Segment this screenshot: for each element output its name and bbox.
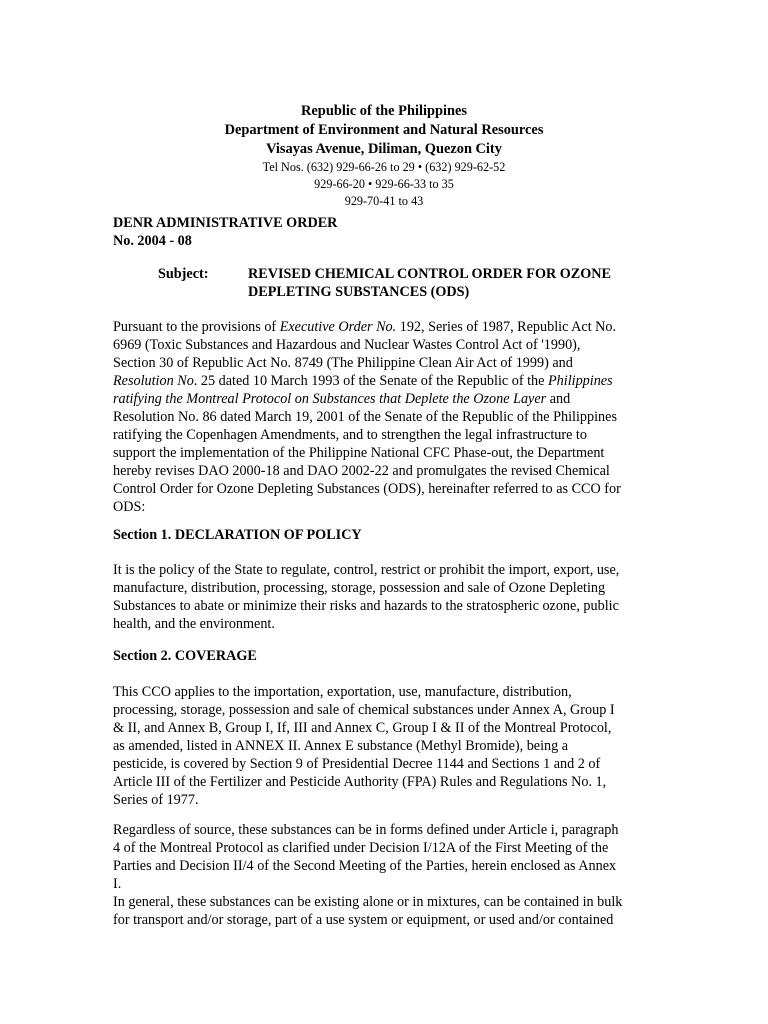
section-1-paragraph xyxy=(113,561,661,633)
section-2-line: Parties and Decision II/4 of the Second Meeting of the Parties, herein enclosed as Annex xyxy=(113,858,617,874)
preamble-line: support the implementation of the Philippine National CFC Phase-out, the Department xyxy=(113,445,605,461)
preamble-paragraph xyxy=(113,318,661,516)
subject-label: Subject: xyxy=(158,266,209,282)
section-1-heading: Section 1. DECLARATION OF POLICY xyxy=(113,527,362,543)
section-2-line: & II, and Annex B, Group I, If, III and Annex C, Group I & II of the Montreal Protocol, xyxy=(113,720,612,736)
preamble-italic: Executive Order No. xyxy=(279,319,397,335)
preamble-italic: ratifying the Montreal Protocol on Substances that Deplete the Ozone Layer xyxy=(113,391,547,407)
letterhead-tel-3: 929-70-41 to 43 xyxy=(344,194,424,208)
subject-text xyxy=(248,265,668,301)
section-2-line: I. xyxy=(113,876,122,892)
order-number: No. 2004 - 08 xyxy=(113,233,192,249)
preamble-text: Pursuant to the provisions of xyxy=(113,319,280,335)
preamble-text: and xyxy=(546,391,571,407)
preamble-line xyxy=(113,318,661,336)
preamble-italic: Philippines xyxy=(548,373,613,389)
letterhead-tel-2: 929-66-20 • 929-66-33 to 35 xyxy=(314,177,454,191)
section-2-paragraph-3 xyxy=(113,893,661,929)
preamble-line: ODS: xyxy=(113,499,146,515)
preamble-line: Resolution No. 86 dated March 19, 2001 of the Senate of the Republic of the Philippines xyxy=(113,409,617,425)
section-2-line: Article III of the Fertilizer and Pesticide Authority (FPA) Rules and Regulations No. 1, xyxy=(113,774,607,790)
letterhead-republic: Republic of the Philippines xyxy=(301,103,467,119)
preamble-line: Control Order for Ozone Depleting Substances (ODS), hereinafter referred to as CCO for xyxy=(113,481,621,497)
section-1-line: Substances to abate or minimize their risks and hazards to the stratospheric ozone, public xyxy=(113,598,619,614)
section-2-line: Series of 1977. xyxy=(113,792,199,808)
preamble-line xyxy=(113,372,661,390)
section-1-line: health, and the environment. xyxy=(113,616,275,632)
section-1-line: It is the policy of the State to regulate, control, restrict or prohibit the import, export, use, xyxy=(113,562,620,578)
preamble-line: hereby revises DAO 2000-18 and DAO 2002-22 and promulgates the revised Chemical xyxy=(113,463,610,479)
section-2-line: 4 of the Montreal Protocol as clarified under Decision I/12A of the First Meeting of the xyxy=(113,840,609,856)
section-2-line: for transport and/or storage, part of a use system or equipment, or used and/or contained xyxy=(113,912,614,928)
letterhead-department: Department of Environment and Natural Resources xyxy=(224,122,544,138)
section-2-line: This CCO applies to the importation, exportation, use, manufacture, distribution, xyxy=(113,684,572,700)
preamble-text: . 25 dated 10 March 1993 of the Senate of the Republic of the xyxy=(193,373,548,389)
section-2-line: as amended, listed in ANNEX II. Annex E substance (Methyl Bromide), being a xyxy=(113,738,569,754)
section-2-line: pesticide, is covered by Section 9 of Presidential Decree 1144 and Sections 1 and 2 of xyxy=(113,756,601,772)
subject-line-2: DEPLETING SUBSTANCES (ODS) xyxy=(248,284,470,300)
letterhead-address: Visayas Avenue, Diliman, Quezon City xyxy=(266,141,502,157)
preamble-line: 6969 (Toxic Substances and Hazardous and Nuclear Wastes Control Act of '1990), xyxy=(113,337,581,353)
letterhead-tel-1: Tel Nos. (632) 929-66-26 to 29 • (632) 929-62-52 xyxy=(262,160,506,174)
letterhead xyxy=(0,102,768,210)
preamble-text: 192, Series of 1987, Republic Act No. xyxy=(396,319,617,335)
section-2-heading: Section 2. COVERAGE xyxy=(113,648,257,664)
section-1-line: manufacture, distribution, processing, storage, possession and sale of Ozone Depleting xyxy=(113,580,606,596)
preamble-italic: Resolution No xyxy=(113,373,194,389)
preamble-line: Section 30 of Republic Act No. 8749 (The Philippine Clean Air Act of 1999) and xyxy=(113,355,573,371)
section-2-paragraph-2 xyxy=(113,821,661,893)
preamble-line xyxy=(113,390,661,408)
order-heading xyxy=(113,214,673,250)
section-2-line: Regardless of source, these substances can be in forms defined under Article i, paragraph xyxy=(113,822,619,838)
preamble-line: ratifying the Copenhagen Amendments, and to strengthen the legal infrastructure to xyxy=(113,427,587,443)
order-title: DENR ADMINISTRATIVE ORDER xyxy=(113,215,338,231)
section-2-line: In general, these substances can be existing alone or in mixtures, can be contained in bulk xyxy=(113,894,623,910)
section-2-line: processing, storage, possession and sale of chemical substances under Annex A, Group I xyxy=(113,702,615,718)
section-2-paragraph-1 xyxy=(113,683,661,809)
subject-line-1: REVISED CHEMICAL CONTROL ORDER FOR OZONE xyxy=(248,266,612,282)
